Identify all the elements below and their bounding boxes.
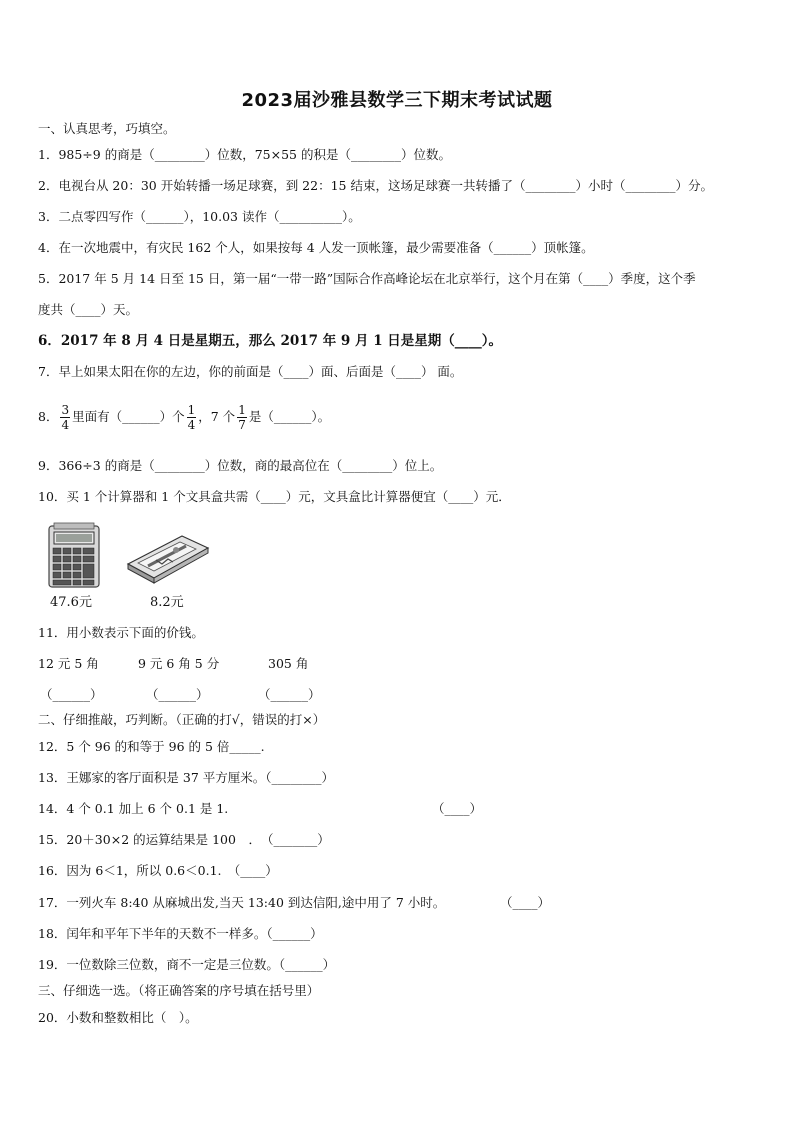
- question-7: 7．早上如果太阳在你的左边，你的前面是（____）面、后面是（____） 面。: [38, 364, 463, 379]
- q17-answer-blank: （____）: [500, 895, 551, 910]
- fraction-denominator: 4: [61, 418, 70, 432]
- question-12: 12．5 个 96 的和等于 96 的 5 倍_____.: [38, 739, 265, 754]
- q11-item-1: 12 元 5 角: [38, 656, 99, 671]
- calculator-icon: [48, 522, 100, 588]
- q11-item-3: 305 角: [268, 656, 309, 671]
- question-2: 2．电视台从 20：30 开始转播一场足球赛，到 22：15 结束，这场足球赛一共转播了（________）小时（________）分。: [38, 178, 713, 193]
- fraction-numerator: 3: [61, 403, 70, 417]
- question-5-line-2: 度共（____）天。: [38, 302, 139, 317]
- q8-suffix: 是（______）。: [248, 409, 331, 424]
- fraction-1-4: [187, 403, 197, 432]
- q8-mid-1: 里面有（______）个: [72, 409, 185, 424]
- question-1: 1．985÷9 的商是（________）位数，75×55 的积是（________）位数。: [38, 147, 451, 162]
- question-18: 18．闰年和平年下半年的天数不一样多。（______）: [38, 926, 323, 941]
- section-3-heading: 三、仔细选一选。（将正确答案的序号填在括号里）: [38, 983, 320, 998]
- fraction-numerator: 1: [187, 403, 196, 417]
- question-13: 13．王娜家的客厅面积是 37 平方厘米。（________）: [38, 770, 335, 785]
- question-9: 9．366÷3 的商是（________）位数，商的最高位在（________）位上。: [38, 458, 443, 473]
- fraction-3-4: [60, 403, 70, 432]
- question-8: [38, 398, 330, 436]
- question-11: 11．用小数表示下面的价钱。: [38, 625, 204, 640]
- calculator-price: 47.6元: [50, 595, 92, 610]
- page-title: 2023届沙雅县数学三下期末考试试题: [241, 90, 553, 111]
- question-10: 10．买 1 个计算器和 1 个文具盒共需（____）元，文具盒比计算器便宜（____）元．: [38, 489, 511, 504]
- fraction-denominator: 7: [238, 418, 246, 432]
- q11-answer-blank-2: （______）: [146, 687, 209, 702]
- question-16: 16．因为 6＜1，所以 0.6＜0.1. （____）: [38, 863, 278, 878]
- fraction-denominator: 4: [187, 418, 196, 432]
- question-3: 3．二点零四写作（______），10.03 读作（__________）。: [38, 209, 361, 224]
- section-2-heading: 二、仔细推敲，巧判断。（正确的打√，错误的打×）: [38, 712, 326, 727]
- question-19: 19．一位数除三位数，商不一定是三位数。（______）: [38, 957, 336, 972]
- question-20: 20．小数和整数相比（ ）。: [38, 1010, 198, 1025]
- question-4: 4．在一次地震中，有灾民 162 个人，如果按每 4 人发一顶帐篷，最少需要准备（______）顶帐篷。: [38, 240, 594, 255]
- q8-prefix: 8．: [38, 409, 59, 424]
- fraction-1-7: [237, 403, 247, 432]
- fraction-numerator: 1: [238, 403, 246, 417]
- question-6: 6．2017 年 8 月 4 日是星期五，那么 2017 年 9 月 1 日是星期（____）。: [38, 333, 503, 349]
- question-14: 14．4 个 0.1 加上 6 个 0.1 是 1.: [38, 801, 229, 816]
- q11-answer-blank-1: （______）: [40, 687, 103, 702]
- q8-mid-2: ，7 个: [198, 409, 236, 424]
- pencil-case-price: 8.2元: [150, 595, 184, 610]
- question-17: 17．一列火车 8:40 从麻城出发,当天 13:40 到达信阳,途中用了 7 小时。: [38, 895, 446, 910]
- pencil-case-icon: [126, 528, 210, 584]
- question-15: 15．20＋30×2 的运算结果是 100 ． （_______）: [38, 832, 330, 847]
- q14-answer-blank: （____）: [432, 801, 483, 816]
- question-5-line-1: 5．2017 年 5 月 14 日至 15 日，第一届“一带一路”国际合作高峰论坛在北京举行，这个月在第（____）季度，这个季: [38, 271, 696, 286]
- q11-answer-blank-3: （______）: [258, 687, 321, 702]
- q11-item-2: 9 元 6 角 5 分: [138, 656, 220, 671]
- section-1-heading: 一、认真思考，巧填空。: [38, 121, 176, 136]
